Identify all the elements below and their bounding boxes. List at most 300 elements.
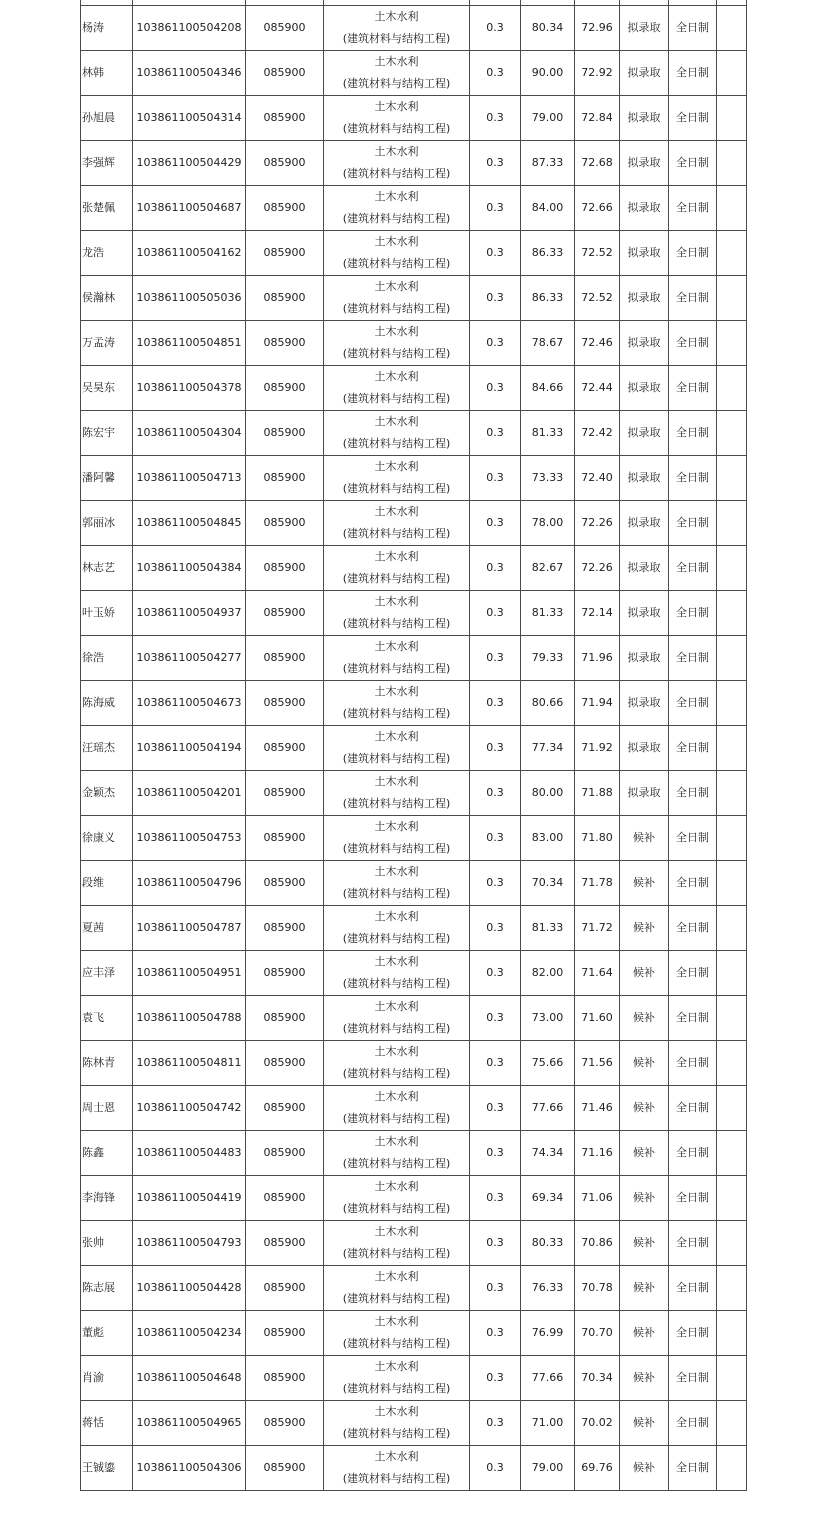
major-name-line: 土木水利 bbox=[374, 1270, 419, 1283]
major-name-line: 土木水利 bbox=[374, 595, 419, 608]
major-name-cell bbox=[324, 1266, 470, 1311]
exam-id-cell: 103861100504796 bbox=[133, 861, 246, 906]
total-score-cell: 70.02 bbox=[575, 1401, 620, 1446]
major-direction-line: (建筑材料与结构工程) bbox=[342, 932, 451, 945]
major-direction-line: (建筑材料与结构工程) bbox=[342, 572, 451, 585]
retest-score-cell: 81.33 bbox=[521, 906, 575, 951]
exam-id-cell: 103861100504384 bbox=[133, 546, 246, 591]
table-row bbox=[81, 681, 747, 726]
candidate-name-cell: 陈林青 bbox=[81, 1041, 133, 1086]
admission-status-cell: 拟录取 bbox=[620, 591, 669, 636]
weight-cell: 0.3 bbox=[470, 96, 521, 141]
major-direction-line: (建筑材料与结构工程) bbox=[342, 707, 451, 720]
table-row bbox=[81, 726, 747, 771]
major-code-cell: 085900 bbox=[246, 726, 324, 771]
total-score-cell: 71.72 bbox=[575, 906, 620, 951]
major-name-cell bbox=[324, 861, 470, 906]
study-mode-cell: 全日制 bbox=[669, 1221, 717, 1266]
major-name-line: 土木水利 bbox=[374, 1360, 419, 1373]
admission-status-cell: 拟录取 bbox=[620, 546, 669, 591]
major-name-cell bbox=[324, 636, 470, 681]
major-name-cell bbox=[324, 1041, 470, 1086]
major-name-line: 土木水利 bbox=[374, 415, 419, 428]
admission-status-cell: 拟录取 bbox=[620, 51, 669, 96]
weight-cell: 0.3 bbox=[470, 1401, 521, 1446]
candidate-name-cell: 徐浩 bbox=[81, 636, 133, 681]
admission-status-cell: 候补 bbox=[620, 816, 669, 861]
study-mode-cell: 全日制 bbox=[669, 1311, 717, 1356]
major-code-cell: 085900 bbox=[246, 816, 324, 861]
total-score-cell: 69.76 bbox=[575, 1446, 620, 1491]
weight-cell: 0.3 bbox=[470, 366, 521, 411]
remark-cell bbox=[717, 591, 747, 636]
exam-id-cell: 103861100504788 bbox=[133, 996, 246, 1041]
major-code-cell: 085900 bbox=[246, 321, 324, 366]
admission-status-cell: 拟录取 bbox=[620, 6, 669, 51]
total-score-cell: 72.52 bbox=[575, 231, 620, 276]
exam-id-cell: 103861100504687 bbox=[133, 186, 246, 231]
major-name-line: 土木水利 bbox=[374, 1450, 419, 1463]
major-name-cell bbox=[324, 1356, 470, 1401]
retest-score-cell: 75.66 bbox=[521, 1041, 575, 1086]
major-name-line: 土木水利 bbox=[374, 775, 419, 788]
major-direction-line: (建筑材料与结构工程) bbox=[342, 167, 451, 180]
exam-id-cell: 103861100504965 bbox=[133, 1401, 246, 1446]
remark-cell bbox=[717, 1086, 747, 1131]
retest-score-cell: 76.33 bbox=[521, 1266, 575, 1311]
remark-cell bbox=[717, 1266, 747, 1311]
total-score-cell: 71.80 bbox=[575, 816, 620, 861]
study-mode-cell: 全日制 bbox=[669, 6, 717, 51]
study-mode-cell: 全日制 bbox=[669, 51, 717, 96]
major-name-cell bbox=[324, 1446, 470, 1491]
major-name-line: 土木水利 bbox=[374, 865, 419, 878]
total-score-cell: 71.06 bbox=[575, 1176, 620, 1221]
weight-cell: 0.3 bbox=[470, 321, 521, 366]
total-score-cell: 71.92 bbox=[575, 726, 620, 771]
study-mode-cell: 全日制 bbox=[669, 726, 717, 771]
major-name-cell bbox=[324, 1131, 470, 1176]
remark-cell bbox=[717, 321, 747, 366]
total-score-cell: 70.70 bbox=[575, 1311, 620, 1356]
candidate-name-cell: 周士恩 bbox=[81, 1086, 133, 1131]
remark-cell bbox=[717, 501, 747, 546]
major-direction-line: (建筑材料与结构工程) bbox=[342, 1472, 451, 1485]
major-name-line: 土木水利 bbox=[374, 550, 419, 563]
exam-id-cell: 103861100504742 bbox=[133, 1086, 246, 1131]
major-name-cell bbox=[324, 1086, 470, 1131]
major-name-cell bbox=[324, 501, 470, 546]
major-direction-line: (建筑材料与结构工程) bbox=[342, 797, 451, 810]
table-row bbox=[81, 816, 747, 861]
major-direction-line: (建筑材料与结构工程) bbox=[342, 32, 451, 45]
exam-id-cell: 103861100504429 bbox=[133, 141, 246, 186]
admission-status-cell: 候补 bbox=[620, 951, 669, 996]
total-score-cell: 72.42 bbox=[575, 411, 620, 456]
major-name-cell bbox=[324, 1401, 470, 1446]
remark-cell bbox=[717, 726, 747, 771]
weight-cell: 0.3 bbox=[470, 861, 521, 906]
admission-status-cell: 候补 bbox=[620, 1131, 669, 1176]
major-name-cell bbox=[324, 591, 470, 636]
retest-score-cell: 82.00 bbox=[521, 951, 575, 996]
admission-status-cell: 候补 bbox=[620, 1086, 669, 1131]
table-row bbox=[81, 141, 747, 186]
admission-status-cell: 候补 bbox=[620, 1401, 669, 1446]
candidate-name-cell: 万孟涛 bbox=[81, 321, 133, 366]
major-name-line: 土木水利 bbox=[374, 325, 419, 338]
major-name-line: 土木水利 bbox=[374, 145, 419, 158]
major-code-cell: 085900 bbox=[246, 681, 324, 726]
table-row bbox=[81, 906, 747, 951]
major-code-cell: 085900 bbox=[246, 1401, 324, 1446]
study-mode-cell: 全日制 bbox=[669, 1176, 717, 1221]
candidate-name-cell: 汪瑶杰 bbox=[81, 726, 133, 771]
total-score-cell: 71.88 bbox=[575, 771, 620, 816]
major-direction-line: (建筑材料与结构工程) bbox=[342, 887, 451, 900]
table-row bbox=[81, 951, 747, 996]
exam-id-cell: 103861100504845 bbox=[133, 501, 246, 546]
exam-id-cell: 103861100504793 bbox=[133, 1221, 246, 1266]
table-row bbox=[81, 636, 747, 681]
exam-id-cell: 103861100504483 bbox=[133, 1131, 246, 1176]
table-row bbox=[81, 456, 747, 501]
retest-score-cell: 73.00 bbox=[521, 996, 575, 1041]
weight-cell: 0.3 bbox=[470, 276, 521, 321]
study-mode-cell: 全日制 bbox=[669, 1356, 717, 1401]
remark-cell bbox=[717, 51, 747, 96]
major-code-cell: 085900 bbox=[246, 1221, 324, 1266]
exam-id-cell: 103861100504787 bbox=[133, 906, 246, 951]
weight-cell: 0.3 bbox=[470, 546, 521, 591]
total-score-cell: 71.94 bbox=[575, 681, 620, 726]
major-name-cell bbox=[324, 1221, 470, 1266]
table-row bbox=[81, 546, 747, 591]
weight-cell: 0.3 bbox=[470, 1446, 521, 1491]
remark-cell bbox=[717, 1356, 747, 1401]
candidate-name-cell: 袁飞 bbox=[81, 996, 133, 1041]
candidate-name-cell: 叶玉娇 bbox=[81, 591, 133, 636]
candidate-name-cell: 蒋恬 bbox=[81, 1401, 133, 1446]
major-code-cell: 085900 bbox=[246, 1041, 324, 1086]
admission-status-cell: 候补 bbox=[620, 1446, 669, 1491]
remark-cell bbox=[717, 636, 747, 681]
remark-cell bbox=[717, 141, 747, 186]
candidate-name-cell: 潘阿馨 bbox=[81, 456, 133, 501]
major-direction-line: (建筑材料与结构工程) bbox=[342, 617, 451, 630]
weight-cell: 0.3 bbox=[470, 636, 521, 681]
candidate-name-cell: 李强辉 bbox=[81, 141, 133, 186]
table-row bbox=[81, 501, 747, 546]
retest-score-cell: 69.34 bbox=[521, 1176, 575, 1221]
major-code-cell: 085900 bbox=[246, 411, 324, 456]
study-mode-cell: 全日制 bbox=[669, 456, 717, 501]
study-mode-cell: 全日制 bbox=[669, 1446, 717, 1491]
major-name-cell bbox=[324, 96, 470, 141]
study-mode-cell: 全日制 bbox=[669, 186, 717, 231]
major-code-cell: 085900 bbox=[246, 501, 324, 546]
remark-cell bbox=[717, 366, 747, 411]
major-direction-line: (建筑材料与结构工程) bbox=[342, 1067, 451, 1080]
major-name-cell bbox=[324, 771, 470, 816]
table-row bbox=[81, 276, 747, 321]
candidate-name-cell: 侯瀚林 bbox=[81, 276, 133, 321]
major-code-cell: 085900 bbox=[246, 456, 324, 501]
major-name-line: 土木水利 bbox=[374, 190, 419, 203]
admission-status-cell: 拟录取 bbox=[620, 276, 669, 321]
candidate-name-cell: 林韩 bbox=[81, 51, 133, 96]
major-code-cell: 085900 bbox=[246, 1086, 324, 1131]
remark-cell bbox=[717, 6, 747, 51]
table-row bbox=[81, 96, 747, 141]
table-row bbox=[81, 321, 747, 366]
admission-status-cell: 拟录取 bbox=[620, 96, 669, 141]
total-score-cell: 72.26 bbox=[575, 546, 620, 591]
retest-score-cell: 86.33 bbox=[521, 276, 575, 321]
table-row bbox=[81, 1221, 747, 1266]
major-direction-line: (建筑材料与结构工程) bbox=[342, 1022, 451, 1035]
major-name-cell bbox=[324, 321, 470, 366]
major-direction-line: (建筑材料与结构工程) bbox=[342, 1292, 451, 1305]
retest-score-cell: 78.67 bbox=[521, 321, 575, 366]
major-name-cell bbox=[324, 816, 470, 861]
candidate-name-cell: 龙浩 bbox=[81, 231, 133, 276]
major-name-line: 土木水利 bbox=[374, 1090, 419, 1103]
major-name-line: 土木水利 bbox=[374, 1135, 419, 1148]
table-row bbox=[81, 51, 747, 96]
admission-status-cell: 拟录取 bbox=[620, 636, 669, 681]
major-name-line: 土木水利 bbox=[374, 910, 419, 923]
weight-cell: 0.3 bbox=[470, 186, 521, 231]
total-score-cell: 70.86 bbox=[575, 1221, 620, 1266]
major-code-cell: 085900 bbox=[246, 186, 324, 231]
major-name-cell bbox=[324, 906, 470, 951]
exam-id-cell: 103861100504811 bbox=[133, 1041, 246, 1086]
admission-status-cell: 拟录取 bbox=[620, 141, 669, 186]
admission-status-cell: 拟录取 bbox=[620, 366, 669, 411]
admission-status-cell: 拟录取 bbox=[620, 771, 669, 816]
total-score-cell: 71.60 bbox=[575, 996, 620, 1041]
candidate-name-cell: 陈宏宇 bbox=[81, 411, 133, 456]
table-row bbox=[81, 1446, 747, 1491]
major-name-line: 土木水利 bbox=[374, 10, 419, 23]
exam-id-cell: 103861100504673 bbox=[133, 681, 246, 726]
remark-cell bbox=[717, 1176, 747, 1221]
major-name-cell bbox=[324, 726, 470, 771]
table-row bbox=[81, 1356, 747, 1401]
admission-status-cell: 候补 bbox=[620, 1311, 669, 1356]
retest-score-cell: 79.00 bbox=[521, 1446, 575, 1491]
major-direction-line: (建筑材料与结构工程) bbox=[342, 527, 451, 540]
admission-status-cell: 拟录取 bbox=[620, 726, 669, 771]
retest-score-cell: 71.00 bbox=[521, 1401, 575, 1446]
admission-status-cell: 候补 bbox=[620, 1041, 669, 1086]
study-mode-cell: 全日制 bbox=[669, 546, 717, 591]
major-direction-line: (建筑材料与结构工程) bbox=[342, 752, 451, 765]
study-mode-cell: 全日制 bbox=[669, 411, 717, 456]
major-code-cell: 085900 bbox=[246, 51, 324, 96]
weight-cell: 0.3 bbox=[470, 141, 521, 186]
remark-cell bbox=[717, 951, 747, 996]
major-direction-line: (建筑材料与结构工程) bbox=[342, 1112, 451, 1125]
major-direction-line: (建筑材料与结构工程) bbox=[342, 482, 451, 495]
total-score-cell: 71.64 bbox=[575, 951, 620, 996]
table-row bbox=[81, 366, 747, 411]
major-name-line: 土木水利 bbox=[374, 280, 419, 293]
major-name-line: 土木水利 bbox=[374, 1045, 419, 1058]
remark-cell bbox=[717, 456, 747, 501]
exam-id-cell: 103861100504277 bbox=[133, 636, 246, 681]
exam-id-cell: 103861100504304 bbox=[133, 411, 246, 456]
retest-score-cell: 80.34 bbox=[521, 6, 575, 51]
major-name-line: 土木水利 bbox=[374, 235, 419, 248]
exam-id-cell: 103861100504713 bbox=[133, 456, 246, 501]
weight-cell: 0.3 bbox=[470, 951, 521, 996]
remark-cell bbox=[717, 1041, 747, 1086]
admission-status-cell: 拟录取 bbox=[620, 501, 669, 546]
major-direction-line: (建筑材料与结构工程) bbox=[342, 1247, 451, 1260]
study-mode-cell: 全日制 bbox=[669, 771, 717, 816]
retest-score-cell: 70.34 bbox=[521, 861, 575, 906]
weight-cell: 0.3 bbox=[470, 816, 521, 861]
admission-status-cell: 候补 bbox=[620, 861, 669, 906]
major-direction-line: (建筑材料与结构工程) bbox=[342, 347, 451, 360]
weight-cell: 0.3 bbox=[470, 456, 521, 501]
major-name-cell bbox=[324, 996, 470, 1041]
table-row bbox=[81, 6, 747, 51]
remark-cell bbox=[717, 186, 747, 231]
total-score-cell: 72.96 bbox=[575, 6, 620, 51]
total-score-cell: 71.56 bbox=[575, 1041, 620, 1086]
exam-id-cell: 103861100504346 bbox=[133, 51, 246, 96]
total-score-cell: 72.52 bbox=[575, 276, 620, 321]
study-mode-cell: 全日制 bbox=[669, 1041, 717, 1086]
study-mode-cell: 全日制 bbox=[669, 1131, 717, 1176]
table-row bbox=[81, 1176, 747, 1221]
total-score-cell: 71.78 bbox=[575, 861, 620, 906]
study-mode-cell: 全日制 bbox=[669, 1401, 717, 1446]
major-name-cell bbox=[324, 6, 470, 51]
total-score-cell: 72.26 bbox=[575, 501, 620, 546]
major-name-line: 土木水利 bbox=[374, 1180, 419, 1193]
remark-cell bbox=[717, 276, 747, 321]
major-name-line: 土木水利 bbox=[374, 730, 419, 743]
table-row bbox=[81, 1401, 747, 1446]
major-code-cell: 085900 bbox=[246, 1311, 324, 1356]
table-row bbox=[81, 231, 747, 276]
total-score-cell: 72.84 bbox=[575, 96, 620, 141]
major-name-cell bbox=[324, 411, 470, 456]
remark-cell bbox=[717, 816, 747, 861]
major-name-line: 土木水利 bbox=[374, 100, 419, 113]
exam-id-cell: 103861100505036 bbox=[133, 276, 246, 321]
weight-cell: 0.3 bbox=[470, 1311, 521, 1356]
total-score-cell: 70.34 bbox=[575, 1356, 620, 1401]
major-name-cell bbox=[324, 456, 470, 501]
major-direction-line: (建筑材料与结构工程) bbox=[342, 77, 451, 90]
weight-cell: 0.3 bbox=[470, 1041, 521, 1086]
exam-id-cell: 103861100504951 bbox=[133, 951, 246, 996]
major-name-line: 土木水利 bbox=[374, 1315, 419, 1328]
major-direction-line bbox=[324, 0, 469, 5]
table-row bbox=[81, 861, 747, 906]
major-name-cell bbox=[324, 231, 470, 276]
exam-id-cell: 103861100504419 bbox=[133, 1176, 246, 1221]
study-mode-cell: 全日制 bbox=[669, 861, 717, 906]
weight-cell: 0.3 bbox=[470, 591, 521, 636]
table-row bbox=[81, 1311, 747, 1356]
retest-score-cell: 77.66 bbox=[521, 1086, 575, 1131]
study-mode-cell: 全日制 bbox=[669, 321, 717, 366]
admission-status-cell: 候补 bbox=[620, 1266, 669, 1311]
remark-cell bbox=[717, 1446, 747, 1491]
weight-cell: 0.3 bbox=[470, 906, 521, 951]
major-code-cell: 085900 bbox=[246, 1356, 324, 1401]
remark-cell bbox=[717, 546, 747, 591]
candidate-name-cell: 张帅 bbox=[81, 1221, 133, 1266]
major-name-line: 土木水利 bbox=[374, 370, 419, 383]
candidate-name-cell: 应丰泽 bbox=[81, 951, 133, 996]
candidate-name-cell: 夏茜 bbox=[81, 906, 133, 951]
table-body bbox=[81, 0, 747, 1491]
major-name-line: 土木水利 bbox=[374, 505, 419, 518]
exam-id-cell: 103861100504428 bbox=[133, 1266, 246, 1311]
study-mode-cell: 全日制 bbox=[669, 996, 717, 1041]
retest-score-cell: 82.67 bbox=[521, 546, 575, 591]
retest-score-cell: 80.33 bbox=[521, 1221, 575, 1266]
major-code-cell: 085900 bbox=[246, 906, 324, 951]
major-name-cell bbox=[324, 0, 470, 6]
admission-status-cell: 候补 bbox=[620, 906, 669, 951]
study-mode-cell: 全日制 bbox=[669, 96, 717, 141]
major-code-cell: 085900 bbox=[246, 951, 324, 996]
major-name-cell bbox=[324, 1176, 470, 1221]
major-code-cell: 085900 bbox=[246, 861, 324, 906]
candidate-name-cell: 郭丽冰 bbox=[81, 501, 133, 546]
study-mode-cell: 全日制 bbox=[669, 141, 717, 186]
remark-cell bbox=[717, 1311, 747, 1356]
retest-score-cell: 76.99 bbox=[521, 1311, 575, 1356]
remark-cell bbox=[717, 411, 747, 456]
major-code-cell: 085900 bbox=[246, 636, 324, 681]
table-row bbox=[81, 186, 747, 231]
major-name-line: 土木水利 bbox=[374, 955, 419, 968]
major-code-cell: 085900 bbox=[246, 1266, 324, 1311]
exam-id-cell: 103861100504937 bbox=[133, 591, 246, 636]
retest-score-cell: 80.00 bbox=[521, 771, 575, 816]
table-row bbox=[81, 1266, 747, 1311]
admission-status-cell: 拟录取 bbox=[620, 321, 669, 366]
admission-status-cell: 拟录取 bbox=[620, 456, 669, 501]
weight-cell: 0.3 bbox=[470, 681, 521, 726]
retest-score-cell: 78.00 bbox=[521, 501, 575, 546]
major-name-line: 土木水利 bbox=[374, 640, 419, 653]
major-code-cell: 085900 bbox=[246, 231, 324, 276]
exam-id-cell: 103861100504162 bbox=[133, 231, 246, 276]
weight-cell: 0.3 bbox=[470, 1176, 521, 1221]
exam-id-cell: 103861100504306 bbox=[133, 1446, 246, 1491]
study-mode-cell: 全日制 bbox=[669, 591, 717, 636]
remark-cell bbox=[717, 1401, 747, 1446]
major-name-cell bbox=[324, 546, 470, 591]
retest-score-cell: 74.34 bbox=[521, 1131, 575, 1176]
exam-id-cell: 103861100504194 bbox=[133, 726, 246, 771]
total-score-cell: 72.14 bbox=[575, 591, 620, 636]
major-code-cell: 085900 bbox=[246, 366, 324, 411]
retest-score-cell: 77.66 bbox=[521, 1356, 575, 1401]
retest-score-cell: 81.33 bbox=[521, 411, 575, 456]
major-direction-line: (建筑材料与结构工程) bbox=[342, 302, 451, 315]
